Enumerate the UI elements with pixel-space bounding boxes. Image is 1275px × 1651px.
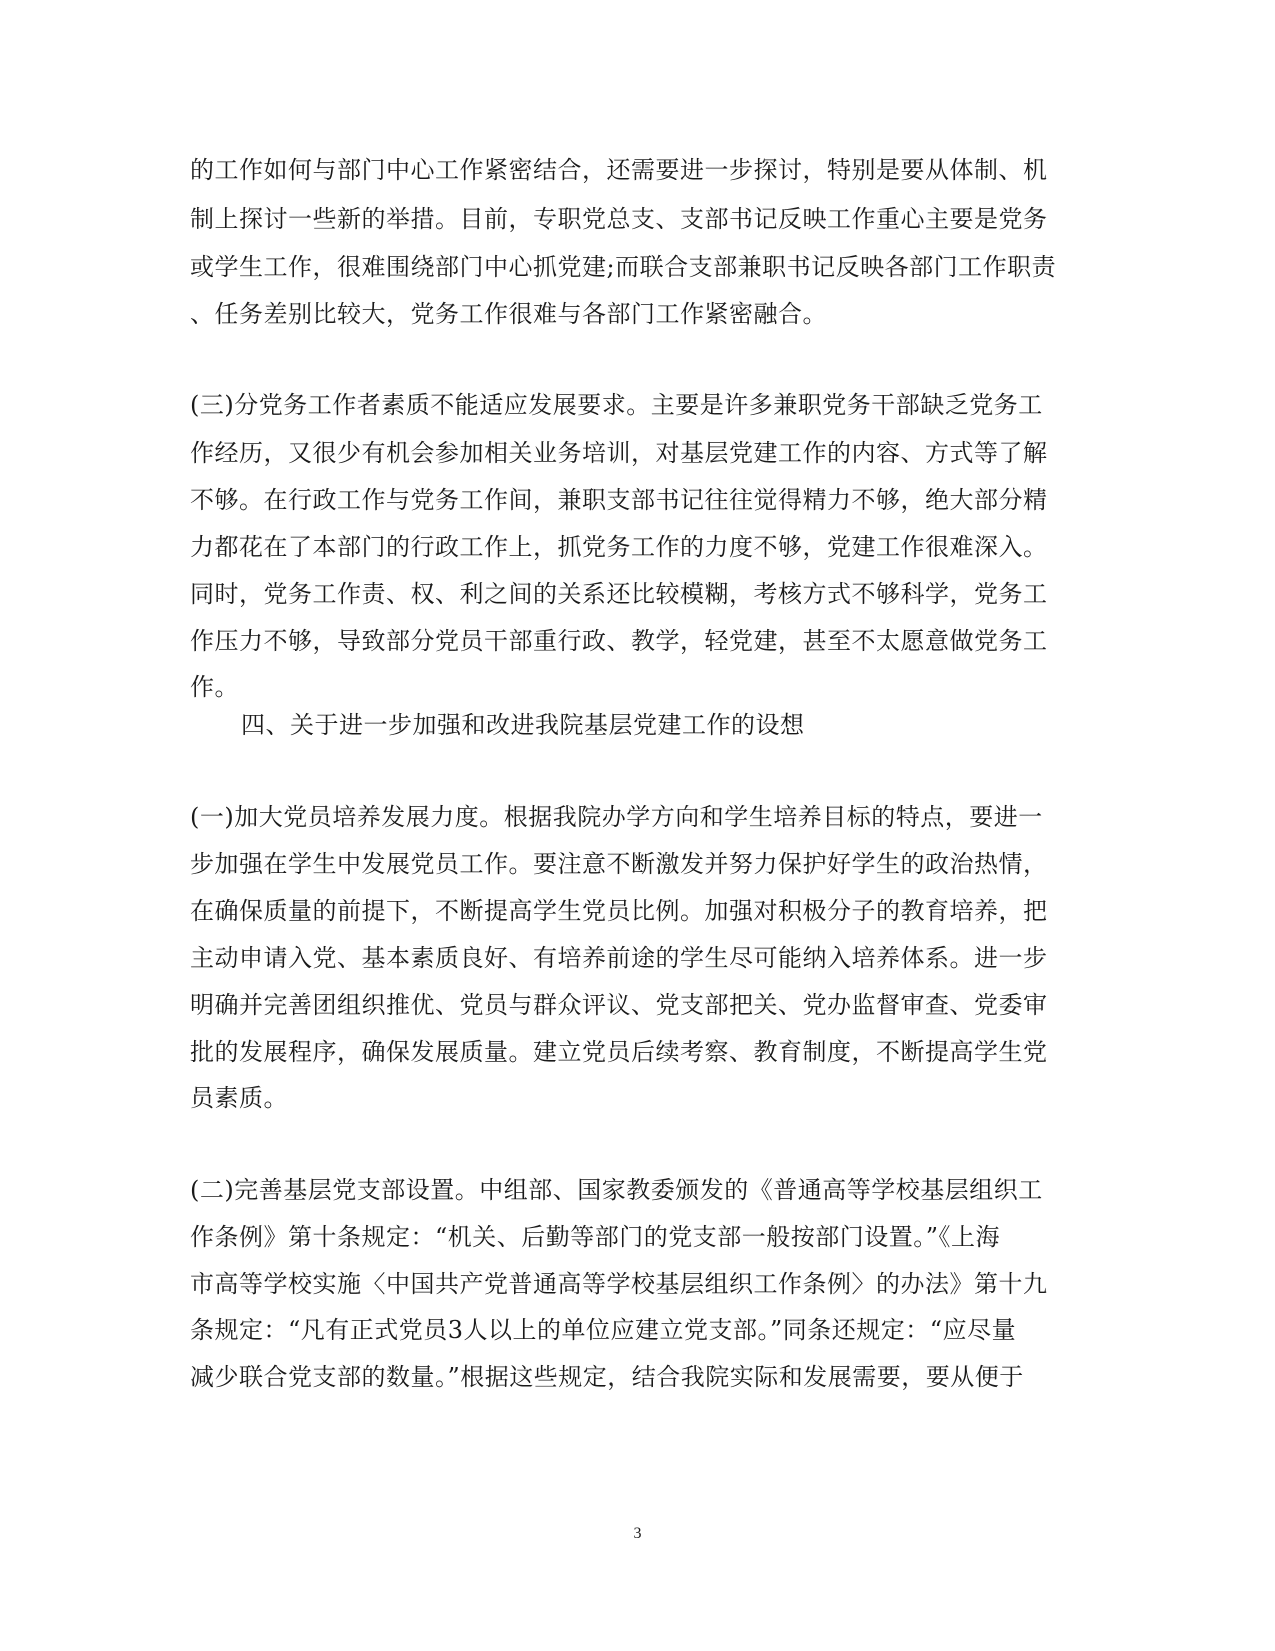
paragraph-line: (三)分党务工作者素质不能适应发展要求。主要是许多兼职党务干部缺乏党务工 — [190, 391, 1043, 419]
paragraph-line: 作经历，又很少有机会参加相关业务培训，对基层党建工作的内容、方式等了解 — [190, 439, 1048, 467]
paragraph-line: 在确保质量的前提下，不断提高学生党员比例。加强对积极分子的教育培养，把 — [190, 897, 1048, 925]
paragraph-line: 不够。在行政工作与党务工作间，兼职支部书记往往觉得精力不够，绝大部分精 — [190, 486, 1048, 514]
paragraph-line: 员素质。 — [190, 1084, 288, 1112]
paragraph-line: 步加强在学生中发展党员工作。要注意不断激发并努力保护好学生的政治热情， — [190, 850, 1048, 878]
paragraph-line: 作。 — [190, 673, 239, 701]
paragraph-line: 力都花在了本部门的行政工作上，抓党务工作的力度不够，党建工作很难深入。 — [190, 533, 1048, 561]
paragraph-line: 主动申请入党、基本素质良好、有培养前途的学生尽可能纳入培养体系。进一步 — [190, 944, 1048, 972]
paragraph-line: (一)加大党员培养发展力度。根据我院办学方向和学生培养目标的特点，要进一 — [190, 803, 1043, 831]
paragraph-line: 的工作如何与部门中心工作紧密结合，还需要进一步探讨，特别是要从体制、机 — [190, 156, 1048, 184]
paragraph-line: 、任务差别比较大，党务工作很难与各部门工作紧密融合。 — [190, 300, 827, 328]
paragraph-line: 或学生工作，很难围绕部门中心抓党建;而联合支部兼职书记反映各部门工作职责 — [190, 253, 1057, 281]
paragraph-line: 同时，党务工作责、权、利之间的关系还比较模糊，考核方式不够科学，党务工 — [190, 580, 1048, 608]
paragraph-line: 批的发展程序，确保发展质量。建立党员后续考察、教育制度，不断提高学生党 — [190, 1038, 1048, 1066]
paragraph-line: (二)完善基层党支部设置。中组部、国家教委颁发的《普通高等学校基层组织工 — [190, 1176, 1043, 1204]
page-number: 3 — [633, 1525, 642, 1542]
section-heading: 四、关于进一步加强和改进我院基层党建工作的设想 — [241, 711, 805, 739]
paragraph-line: 明确并完善团组织推优、党员与群众评议、党支部把关、党办监督审查、党委审 — [190, 991, 1048, 1019]
paragraph-line: 条规定：“凡有正式党员3人以上的单位应建立党支部。”同条还规定：“应尽量 — [190, 1316, 1017, 1344]
paragraph-line: 减少联合党支部的数量。”根据这些规定，结合我院实际和发展需要，要从便于 — [190, 1363, 1024, 1391]
paragraph-line: 市高等学校实施〈中国共产党普通高等学校基层组织工作条例〉的办法》第十九 — [190, 1270, 1048, 1298]
paragraph-line: 作压力不够，导致部分党员干部重行政、教学，轻党建，甚至不太愿意做党务工 — [190, 627, 1048, 655]
paragraph-line: 作条例》第十条规定：“机关、后勤等部门的党支部一般按部门设置。”《上海 — [190, 1223, 1001, 1251]
paragraph-line: 制上探讨一些新的举措。目前，专职党总支、支部书记反映工作重心主要是党务 — [190, 205, 1048, 233]
